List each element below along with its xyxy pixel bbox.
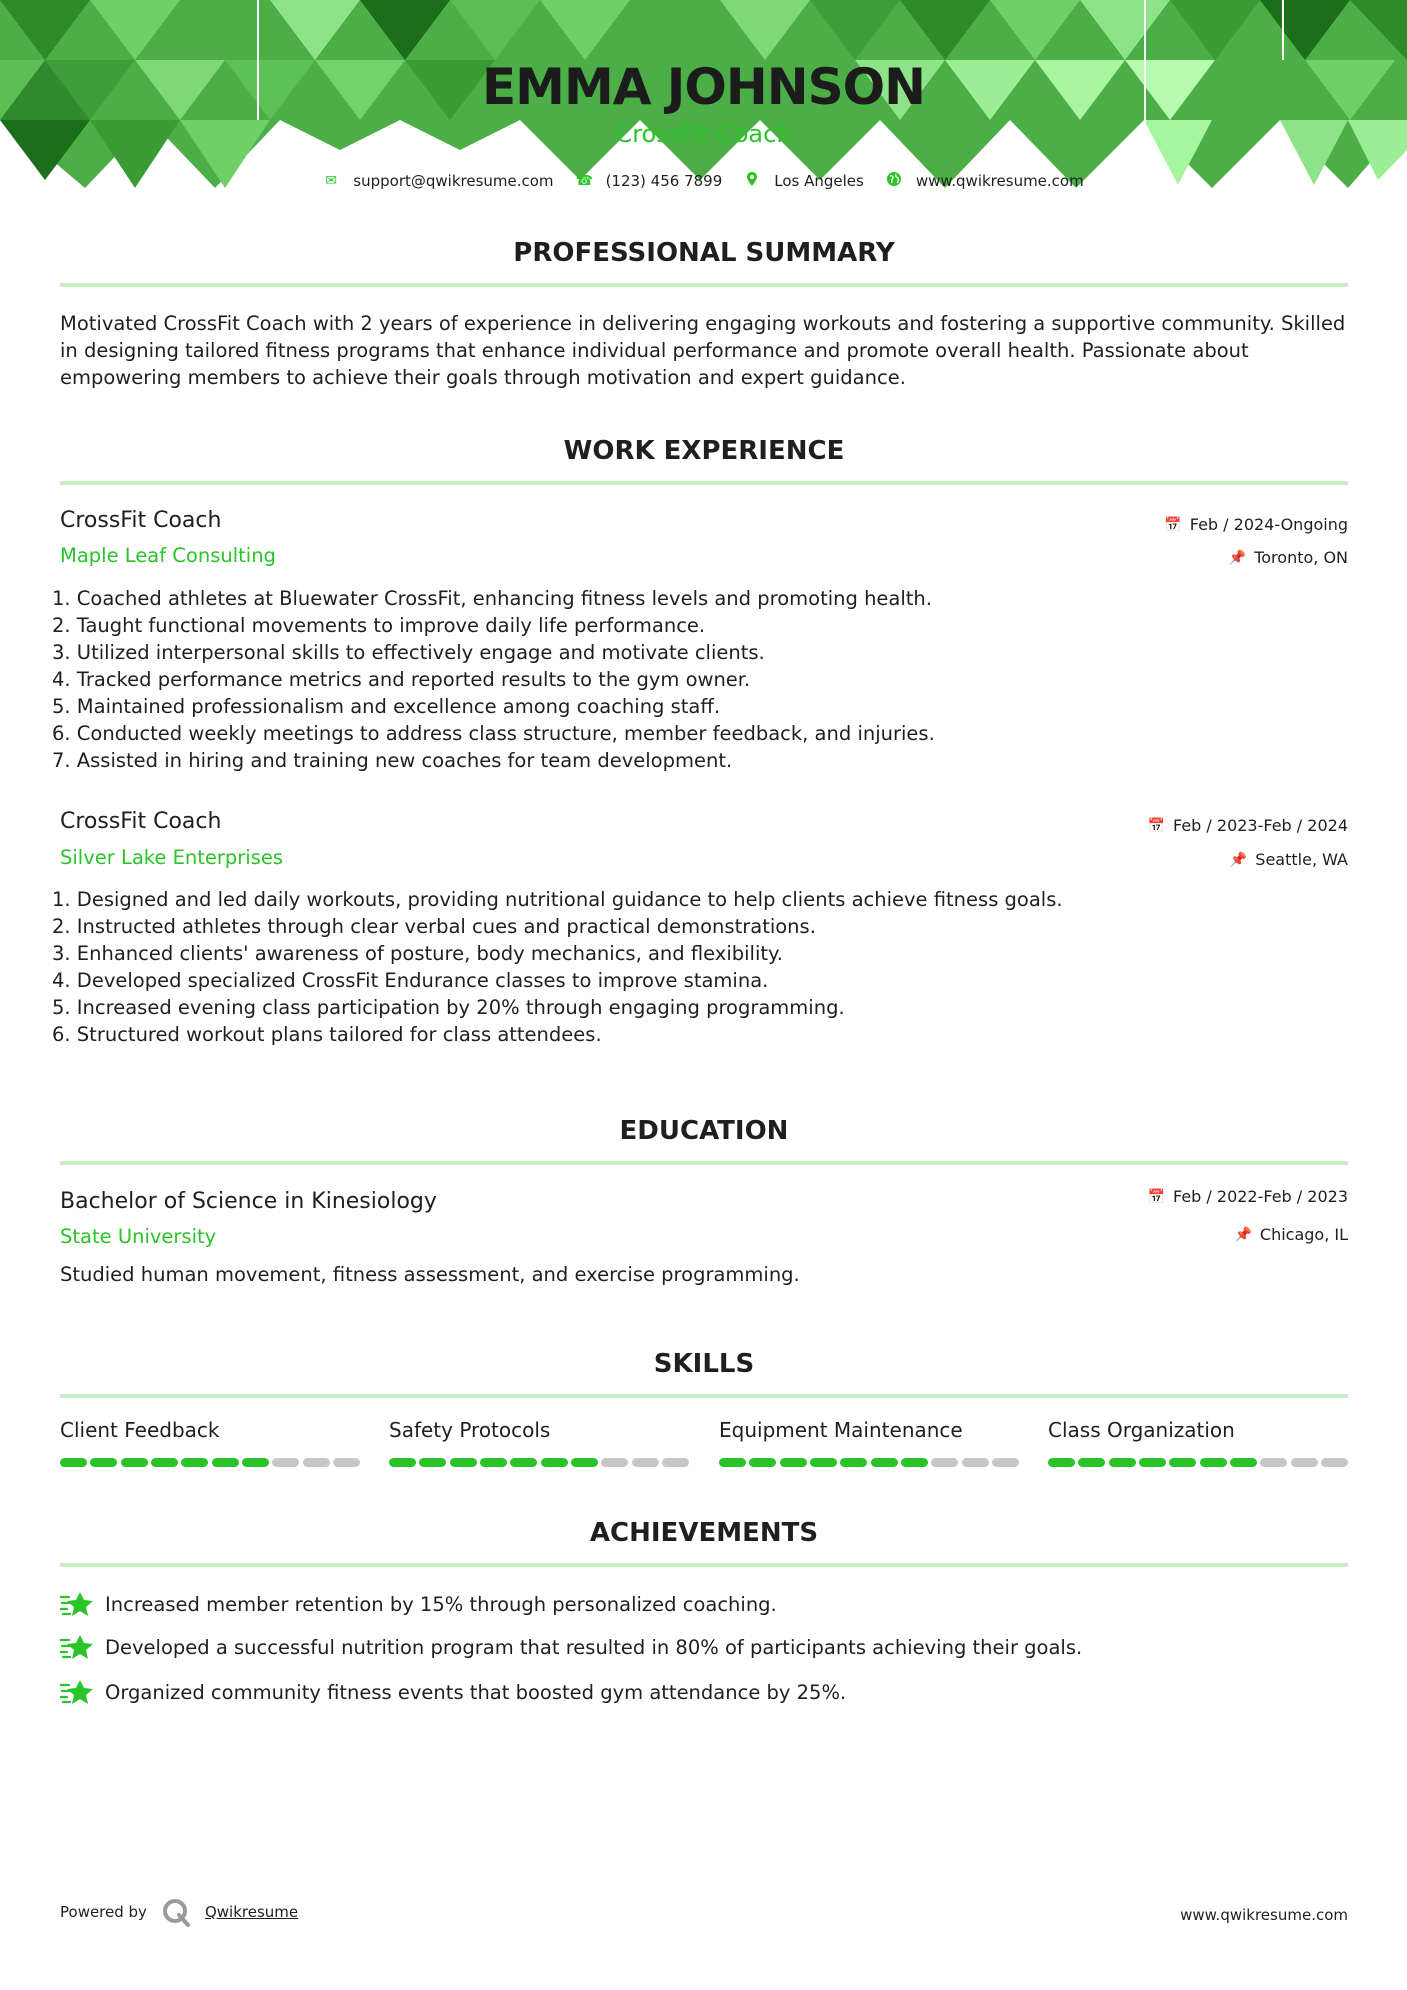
skill-rating — [60, 1458, 360, 1467]
skill-dot-empty — [303, 1458, 330, 1467]
list-item: 6. Structured workout plans tailored for class attendees. — [52, 1023, 602, 1046]
skill-rating — [1048, 1458, 1348, 1467]
education-divider — [60, 1161, 1348, 1165]
powered-by-text: Powered by — [60, 1903, 147, 1921]
skill-rating — [389, 1458, 689, 1467]
job-1-title: CrossFit Coach — [60, 508, 222, 533]
education-location-text: Chicago, IL — [1259, 1225, 1348, 1244]
skill-dot-filled — [419, 1458, 446, 1467]
list-item: 5. Maintained professionalism and excellence among coaching staff. — [52, 695, 721, 718]
skill-dot-filled — [450, 1458, 477, 1467]
contact-email[interactable] — [323, 172, 553, 190]
pin-icon: 📌 — [1234, 1226, 1252, 1243]
skill-dot-filled — [1109, 1458, 1136, 1467]
contact-email-text: support@qwikresume.com — [353, 172, 554, 190]
star-icon — [60, 1677, 94, 1707]
skill-dot-filled — [571, 1458, 598, 1467]
calendar-icon: 📅 — [1164, 516, 1182, 533]
skill-dot-filled — [749, 1458, 776, 1467]
contact-location-text: Los Angeles — [774, 172, 864, 190]
contact-bar — [0, 172, 1407, 190]
candidate-role: CrossFit Coach — [615, 120, 792, 148]
footer-powered-by — [60, 1897, 298, 1927]
skill-item — [719, 1418, 1019, 1442]
skill-name: Safety Protocols — [389, 1418, 551, 1442]
skills-divider — [60, 1394, 1348, 1398]
skill-dot-filled — [901, 1458, 928, 1467]
education-heading: EDUCATION — [619, 1116, 789, 1146]
contact-phone[interactable] — [576, 172, 723, 190]
contact-website-text: www.qwikresume.com — [915, 172, 1084, 190]
candidate-name: EMMA JOHNSON — [482, 58, 925, 116]
skill-dot-empty — [662, 1458, 689, 1467]
skill-dot-filled — [1169, 1458, 1196, 1467]
skill-dot-empty — [272, 1458, 299, 1467]
skill-dot-filled — [719, 1458, 746, 1467]
job-2-location — [1230, 850, 1348, 869]
skill-dot-filled — [60, 1458, 87, 1467]
education-school: State University — [60, 1225, 217, 1248]
calendar-icon: 📅 — [1147, 1188, 1165, 1205]
skill-dot-empty — [992, 1458, 1019, 1467]
list-item: 3. Utilized interpersonal skills to effectively engage and motivate clients. — [52, 641, 765, 664]
skill-dot-filled — [389, 1458, 416, 1467]
globe-icon — [886, 172, 902, 190]
achievement-item — [60, 1677, 846, 1707]
summary-heading: PROFESSIONAL SUMMARY — [513, 238, 895, 268]
skill-dot-empty — [601, 1458, 628, 1467]
job-1-bullets — [52, 585, 935, 774]
skill-dot-filled — [810, 1458, 837, 1467]
job-1-date-text: Feb / 2024-Ongoing — [1189, 515, 1348, 534]
contact-location — [744, 172, 864, 190]
education-description: Studied human movement, fitness assessment, and exercise programming. — [60, 1263, 800, 1286]
skill-dot-empty — [632, 1458, 659, 1467]
skill-name: Client Feedback — [60, 1418, 220, 1442]
job-2-title: CrossFit Coach — [60, 809, 222, 834]
education-degree: Bachelor of Science in Kinesiology — [60, 1189, 437, 1214]
list-item: 4. Tracked performance metrics and reported results to the gym owner. — [52, 668, 751, 691]
skill-dot-filled — [90, 1458, 117, 1467]
skill-dot-filled — [871, 1458, 898, 1467]
job-2-location-text: Seattle, WA — [1255, 850, 1348, 869]
achievement-text: Organized community fitness events that boosted gym attendance by 25%. — [105, 1680, 847, 1704]
list-item: 7. Assisted in hiring and training new coaches for team development. — [52, 749, 733, 772]
pin-icon: 📌 — [1229, 851, 1248, 868]
skill-dot-filled — [480, 1458, 507, 1467]
star-icon — [60, 1589, 94, 1619]
achievement-item — [60, 1589, 777, 1619]
skill-dot-empty — [931, 1458, 958, 1467]
list-item: 2. Instructed athletes through clear verbal cues and practical demonstrations. — [52, 915, 816, 938]
skill-dot-empty — [1321, 1458, 1348, 1467]
skill-dot-filled — [780, 1458, 807, 1467]
skill-name: Class Organization — [1048, 1418, 1235, 1442]
experience-heading: WORK EXPERIENCE — [563, 436, 845, 466]
achievements-divider — [60, 1563, 1348, 1567]
job-2-bullets — [52, 886, 1063, 1048]
achievement-text: Developed a successful nutrition program that resulted in 80% of participants achieving their goals. — [105, 1635, 1083, 1659]
education-location — [1234, 1225, 1348, 1244]
skill-name: Equipment Maintenance — [719, 1418, 963, 1442]
envelope-icon: ✉ — [325, 173, 338, 189]
summary-divider — [60, 283, 1348, 287]
skill-item — [1048, 1418, 1348, 1442]
job-2-date — [1148, 816, 1348, 835]
list-item: 3. Enhanced clients' awareness of posture, body mechanics, and flexibility. — [52, 942, 783, 965]
star-icon — [60, 1632, 94, 1662]
skill-dot-empty — [333, 1458, 360, 1467]
skill-dot-filled — [1230, 1458, 1257, 1467]
education-date-text: Feb / 2022-Feb / 2023 — [1173, 1187, 1348, 1206]
list-item: 5. Increased evening class participation by 20% through engaging programming. — [52, 996, 845, 1019]
summary-text: Motivated CrossFit Coach with 2 years of experience in delivering engaging workouts and fostering a supportive community. Skilled in designing tailored fitness programs that enhance individual performance and promote overall health. Passionate about empowering members to achieve their goals through motivation and expert guidance. — [60, 312, 1346, 389]
calendar-icon: 📅 — [1147, 817, 1165, 834]
qwikresume-logo-icon — [161, 1897, 191, 1927]
job-1-location-text: Toronto, ON — [1254, 548, 1348, 567]
skill-dot-filled — [1048, 1458, 1075, 1467]
skill-dot-filled — [1078, 1458, 1105, 1467]
contact-phone-text: (123) 456 7899 — [605, 172, 723, 190]
skill-item — [60, 1418, 360, 1442]
job-2-company: Silver Lake Enterprises — [60, 846, 284, 869]
footer-website[interactable]: www.qwikresume.com — [1180, 1906, 1348, 1924]
skill-dot-filled — [181, 1458, 208, 1467]
contact-website[interactable] — [886, 172, 1084, 190]
achievement-item — [60, 1632, 1082, 1662]
skill-dot-filled — [121, 1458, 148, 1467]
list-item: 4. Developed specialized CrossFit Endurance classes to improve stamina. — [52, 969, 769, 992]
skill-dot-filled — [510, 1458, 537, 1467]
skill-dot-filled — [1139, 1458, 1166, 1467]
skill-dot-filled — [151, 1458, 178, 1467]
job-1-company: Maple Leaf Consulting — [60, 544, 276, 567]
skill-dot-empty — [1260, 1458, 1287, 1467]
skill-dot-filled — [1200, 1458, 1227, 1467]
skill-rating — [719, 1458, 1019, 1467]
map-marker-icon — [744, 172, 760, 190]
achievement-text: Increased member retention by 15% through personalized coaching. — [105, 1592, 777, 1616]
list-item: 6. Conducted weekly meetings to address class structure, member feedback, and injuries. — [52, 722, 935, 745]
skill-dot-empty — [1291, 1458, 1318, 1467]
phone-icon: ☎ — [575, 173, 594, 189]
achievements-heading: ACHIEVEMENTS — [589, 1518, 819, 1548]
education-date — [1148, 1187, 1348, 1206]
list-item: 1. Designed and led daily workouts, providing nutritional guidance to help clients achieve fitness goals. — [52, 888, 1063, 911]
skill-dot-filled — [242, 1458, 269, 1467]
job-2-date-text: Feb / 2023-Feb / 2024 — [1173, 816, 1348, 835]
skill-item — [389, 1418, 689, 1442]
list-item: 2. Taught functional movements to improve daily life performance. — [52, 614, 706, 637]
skill-dot-filled — [840, 1458, 867, 1467]
experience-divider — [60, 481, 1348, 485]
pin-icon: 📌 — [1228, 549, 1247, 566]
skill-dot-filled — [541, 1458, 568, 1467]
job-1-date — [1164, 515, 1348, 534]
qwikresume-link[interactable]: Qwikresume — [204, 1903, 299, 1921]
job-1-location — [1229, 548, 1348, 567]
skill-dot-empty — [962, 1458, 989, 1467]
skill-dot-filled — [212, 1458, 239, 1467]
skills-heading: SKILLS — [653, 1349, 755, 1379]
list-item: 1. Coached athletes at Bluewater CrossFit, enhancing fitness levels and promoting health. — [52, 587, 932, 610]
